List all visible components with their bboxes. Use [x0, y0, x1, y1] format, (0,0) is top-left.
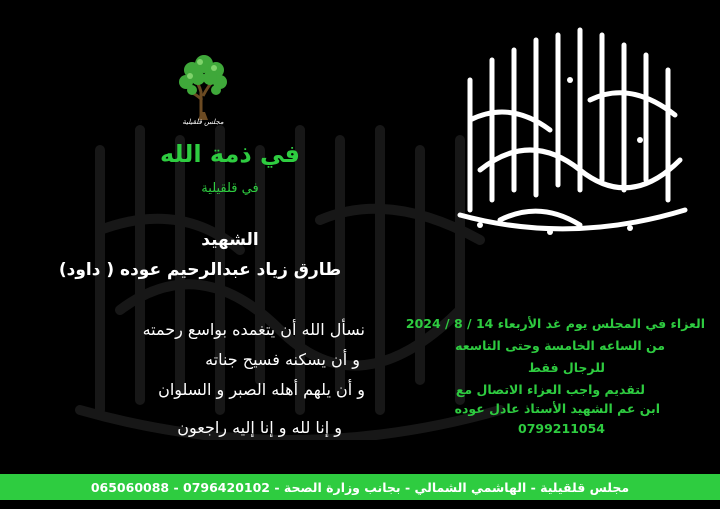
page-title: في ذمة الله	[159, 140, 301, 168]
footer-bar: مجلس قلقيلية - الهاشمي الشمالي - بجانب وزارة الصحة - 0796420102 - 065060088	[0, 474, 720, 500]
prayer-line: و أن يلهم أهله الصبر و السلوان	[158, 380, 365, 399]
prayer-line: و أن يسكنه فسيح جناته	[205, 350, 360, 369]
martyr-name: طارق زياد عبدالرحيم عوده ( داود)	[58, 260, 342, 280]
condolence-line: للرجال فقط	[527, 360, 605, 375]
martyr-label: الشهيد	[201, 230, 259, 250]
page-subtitle: في قلقيلية	[201, 181, 259, 196]
condolence-line: ابن عم الشهيد الأستاذ عادل عوده	[454, 401, 660, 416]
phone-number: 0799211054	[518, 421, 605, 436]
condolence-line: من الساعه الخامسة وحتى التاسعه	[455, 338, 665, 353]
condolence-line: لتقديم واجب العزاء الاتصال مع	[455, 382, 645, 397]
condolence-line: العزاء في المجلس يوم غد الأربعاء 14 / 8 / 2024	[405, 316, 705, 331]
logo-caption: مجلس قلقيلية	[182, 118, 224, 126]
prayer-line: و إنا لله و إنا إليه راجعون	[177, 418, 342, 437]
calligraphy-emblem	[440, 20, 700, 240]
prayer-line: نسأل الله أن يتغمده بواسع رحمته	[142, 320, 365, 339]
